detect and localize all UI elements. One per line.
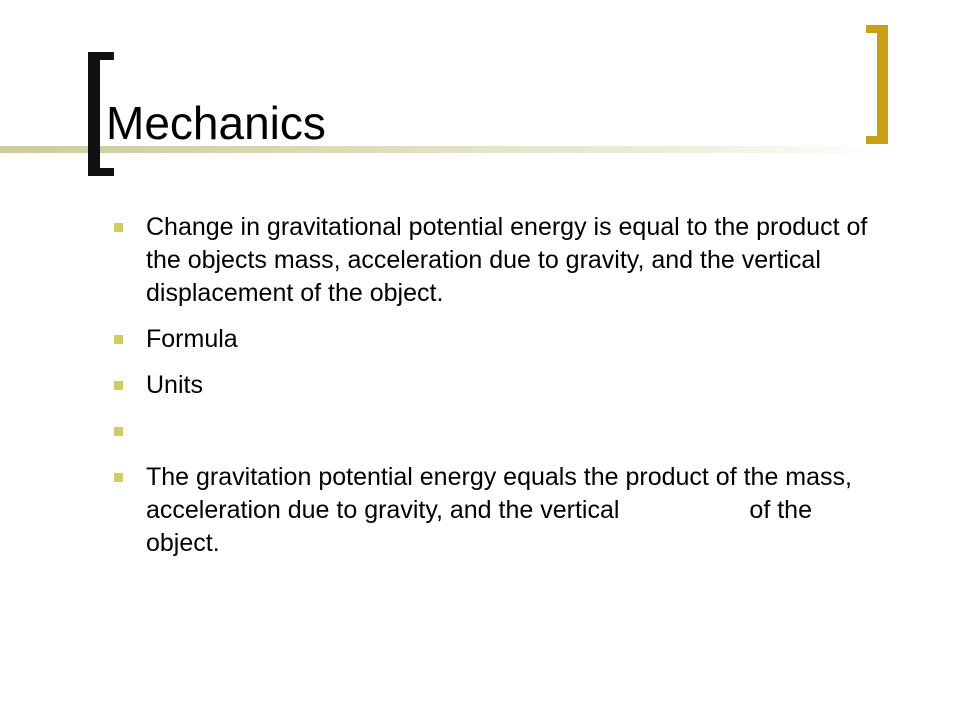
bullet-square-icon bbox=[114, 427, 123, 436]
left-bracket-bar bbox=[88, 52, 100, 176]
bullet-square-icon bbox=[114, 381, 123, 390]
bullet-text: Units bbox=[146, 371, 203, 399]
bullet-square-icon bbox=[114, 223, 123, 232]
bullet-text-before-blank: The gravitation potential energy equals the product of the mass, acceleration due to gravity, and the vertical bbox=[146, 463, 852, 524]
bullet-text: Formula bbox=[146, 325, 238, 353]
bullet-item-empty bbox=[110, 415, 870, 448]
bullet-item bbox=[110, 323, 870, 356]
left-bracket-bottom bbox=[88, 168, 114, 176]
slide-title: Mechanics bbox=[106, 97, 326, 149]
left-bracket-top bbox=[88, 52, 114, 60]
bullet-item bbox=[110, 369, 870, 402]
bullet-item bbox=[110, 461, 870, 560]
bullet-square-icon bbox=[114, 473, 123, 482]
bullet-text-after-blank: of the object. bbox=[146, 496, 812, 557]
bullet-item bbox=[110, 211, 870, 310]
right-bracket-top bbox=[866, 25, 888, 33]
bullet-list bbox=[110, 211, 870, 573]
right-bracket-bottom bbox=[866, 136, 888, 144]
bullet-square-icon bbox=[114, 335, 123, 344]
right-bracket-bar bbox=[877, 25, 888, 144]
bullet-text: Change in gravitational potential energy is equal to the product of the objects mass, acceleration due to gravity, and the vertical displacement of the object. bbox=[146, 213, 868, 307]
